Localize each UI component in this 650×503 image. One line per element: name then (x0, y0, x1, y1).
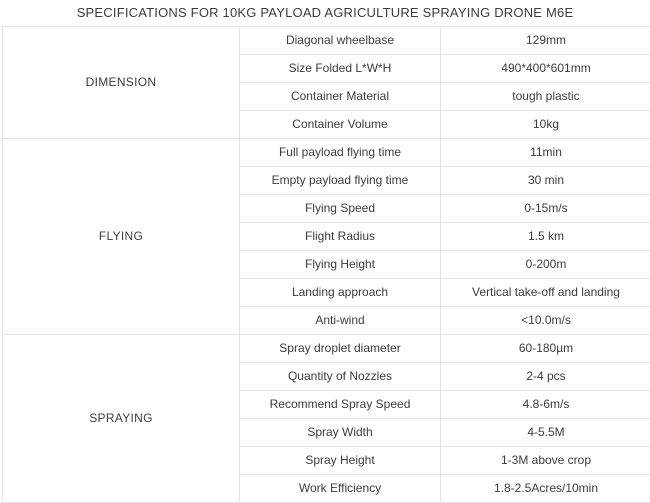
parameter-cell: Size Folded L*W*H (240, 55, 441, 83)
value-cell: 129mm (441, 27, 650, 55)
category-cell-dimension (3, 27, 240, 139)
value-cell: 490*400*601mm (441, 55, 650, 83)
specifications-table-body (3, 27, 650, 503)
parameter-cell: Anti-wind (240, 307, 441, 335)
parameter-cell: Work Efficiency (240, 475, 441, 503)
parameter-cell: Spray Width (240, 419, 441, 447)
parameter-cell: Flying Speed (240, 195, 441, 223)
value-cell: 11min (441, 139, 650, 167)
parameter-cell: Empty payload flying time (240, 167, 441, 195)
value-cell: 0-15m/s (441, 195, 650, 223)
value-cell: 1-3M above crop (441, 447, 650, 475)
category-label: SPRAYING (3, 405, 239, 432)
value-cell: Vertical take-off and landing (441, 279, 650, 307)
category-cell-spraying (3, 335, 240, 503)
parameter-cell: Full payload flying time (240, 139, 441, 167)
category-cell-flying (3, 139, 240, 335)
value-cell: 1.8-2.5Acres/10min (441, 475, 650, 503)
specifications-table (2, 26, 650, 503)
value-cell: 2-4 pcs (441, 363, 650, 391)
table-row (3, 139, 650, 167)
value-cell: 60-180µm (441, 335, 650, 363)
value-cell: tough plastic (441, 83, 650, 111)
parameter-cell: Flying Height (240, 251, 441, 279)
value-cell: 4.8-6m/s (441, 391, 650, 419)
value-cell: 0-200m (441, 251, 650, 279)
table-row (3, 335, 650, 363)
value-cell: 1.5 km (441, 223, 650, 251)
table-row (3, 27, 650, 55)
value-cell: 30 min (441, 167, 650, 195)
parameter-cell: Spray Height (240, 447, 441, 475)
value-cell: 10kg (441, 111, 650, 139)
parameter-cell: Flight Radius (240, 223, 441, 251)
page-title: SPECIFICATIONS FOR 10KG PAYLOAD AGRICULTURE SPRAYING DRONE M6E (0, 0, 650, 26)
parameter-cell: Landing approach (240, 279, 441, 307)
value-cell: <10.0m/s (441, 307, 650, 335)
category-label: DIMENSION (3, 69, 239, 96)
parameter-cell: Container Material (240, 83, 441, 111)
parameter-cell: Diagonal wheelbase (240, 27, 441, 55)
parameter-cell: Spray droplet diameter (240, 335, 441, 363)
parameter-cell: Quantity of Nozzles (240, 363, 441, 391)
value-cell: 4-5.5M (441, 419, 650, 447)
category-label: FLYING (3, 223, 239, 250)
parameter-cell: Recommend Spray Speed (240, 391, 441, 419)
parameter-cell: Container Volume (240, 111, 441, 139)
